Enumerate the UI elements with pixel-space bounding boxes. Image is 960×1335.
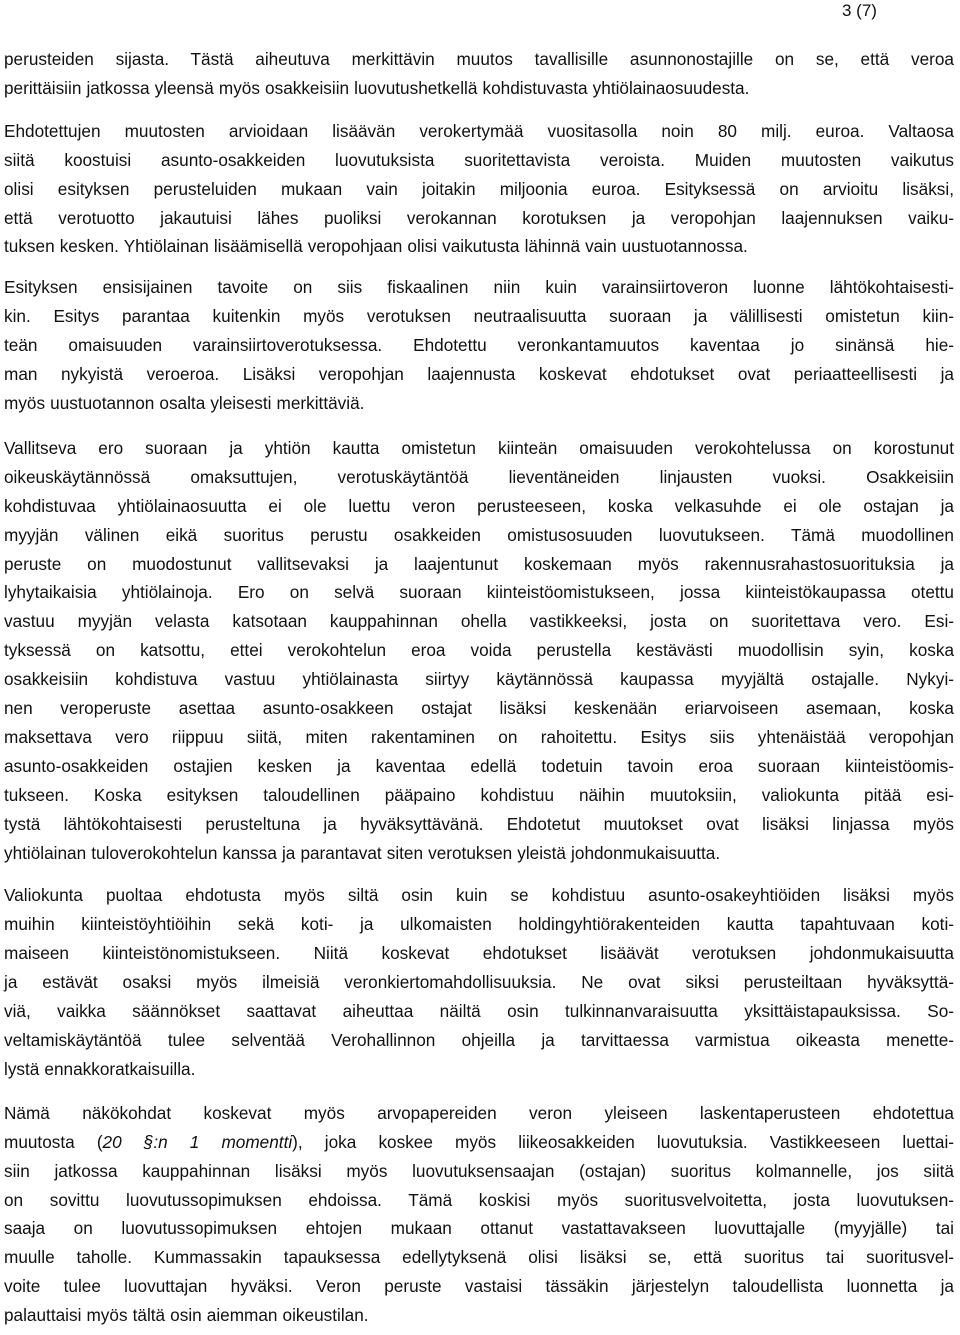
text-line: kin. Esitys parantaa kuitenkin myös verotuksen neutraalisuutta suoraan ja välillisesti omistetun kiin-: [4, 306, 954, 327]
text-line: lystä ennakkoratkaisuilla.: [4, 1058, 196, 1079]
text-line: maiseen kiinteistönomistukseen. Niitä koskevat ehdotukset lisäävät verotuksen johdonmukaisuutta: [4, 943, 954, 964]
text-line: Esityksen ensisijainen tavoite on siis fiskaalinen niin kuin varainsiirtoveron luonne lähtökohtaisesti-: [4, 277, 954, 298]
page-number: 3 (7): [842, 1, 877, 20]
text-line: tyksessä on katsottu, ettei verokohtelun eroa voida perustella kestävästi muodollisin syin, koska: [4, 640, 954, 661]
text-line: olisi esityksen perusteluiden mukaan vain joitakin miljoonia euroa. Esityksessä on arvioitu lisäksi,: [4, 178, 954, 199]
text-line: Valiokunta puoltaa ehdotusta myös siltä osin kuin se kohdistuu asunto-osakeyhtiöiden lisäksi myös: [4, 885, 954, 906]
text-line: saaja on luovutussopimuksen ehtojen mukaan ottanut vastattavakseen luovuttajalle (myyjälle) tai: [4, 1218, 954, 1239]
text-line: tukseen. Koska esityksen taloudellinen pääpaino kohdistuu näihin muutoksiin, valiokunta pitää esi-: [4, 784, 954, 805]
text-line: osakkeisiin kohdistuva vastuu yhtiölainasta siirtyy käytännössä kaupassa myyjältä ostajalle. Nykyi-: [4, 669, 954, 690]
text-line: viä, vaikka säännökset saattavat aiheuttaa näiltä osin tulkinnanvaraisuutta yksittäistapauksissa. So-: [4, 1001, 954, 1022]
text-line: ja estävät osaksi myös ilmeisiä veronkiertomahdollisuuksia. Ne ovat siksi perusteiltaan hyväksyttä-: [4, 972, 954, 993]
text-line: oikeuskäytännössä omaksuttujen, verotuskäytäntöä lieventäneiden linjausten vuoksi. Osakkeisiin: [4, 466, 954, 487]
paragraph-3: [4, 273, 954, 418]
document-body: [4, 45, 954, 1330]
text-line: Nämä näkökohdat koskevat myös arvopapereiden veron yleiseen laskentaperusteen ehdotettua: [4, 1102, 954, 1123]
text-line: asunto-osakkeiden ostajien kesken ja kaventaa edellä todetuin tavoin eroa suoraan kiinteistöomis-: [4, 755, 954, 776]
text-line: myyjän välinen eikä suoritus perustu osakkeiden omistusosuuden luovutukseen. Tämä muodollinen: [4, 524, 954, 545]
text-line: maksettava vero riippuu siitä, miten rakentaminen on rahoitettu. Esitys siis yhtenäistää veropohjan: [4, 726, 954, 747]
text-line: siin jatkossa kauppahinnan lisäksi myös luovutuksensaajan (ostajan) suoritus kolmannelle, jos siitä: [4, 1160, 954, 1181]
text-line: tystä lähtökohtaisesti perusteltuna ja hyväksyttävänä. Ehdotetut muutokset ovat lisäksi linjassa myös: [4, 813, 954, 834]
paragraph-4: [4, 434, 954, 868]
text-line: perittäisiin jatkossa yleensä myös osakkeisiin luovutushetkellä kohdistuvasta yhtiölainaosuudesta.: [4, 77, 750, 98]
text-line: palauttaisi myös tältä osin aiemman oikeustilan.: [4, 1305, 369, 1326]
text-fragment: ), joka koskee myös liikeosakkeiden luovutuksia. Vastikkeeseen luettai-: [292, 1131, 954, 1152]
text-fragment: muutosta (: [4, 1131, 103, 1152]
paragraph-2: [4, 117, 954, 262]
text-line: nen veroperuste asettaa asunto-osakkeen ostajat lisäksi keskenään eriarvoiseen asemaan, koska: [4, 698, 954, 719]
text-line: on sovittu luovutussopimuksen ehdoissa. Tämä koskisi myös suoritusvelvoitetta, josta luovutuksen-: [4, 1189, 954, 1210]
text-line: vastuu myyjän velasta katsotaan kauppahinnan ohella vastikkeeksi, josta on suoritettava vero. Esi-: [4, 611, 954, 632]
text-line: Ehdotettujen muutosten arvioidaan lisäävän verokertymää vuositasolla noin 80 milj. euroa. Valtaosa: [4, 120, 954, 141]
text-line: yhtiölainan tuloverokohtelun kanssa ja parantavat siten verotuksen yleistä johdonmukaisuutta.: [4, 842, 721, 863]
text-line: lyhytaikaisia yhtiölainoja. Ero on selvä suoraan kiinteistöomistukseen, jossa kiinteistökaupassa otettu: [4, 582, 954, 603]
paragraph-5: [4, 881, 954, 1083]
paragraph-1: [4, 45, 954, 103]
text-line: man nykyistä veroeroa. Lisäksi veropohjan laajennusta koskevat ehdotukset ovat periaatteellisesti ja: [4, 364, 954, 385]
text-line: peruste on muodostunut vallitsevaksi ja laajentunut koskemaan myös rakennusrahastosuorituksia ja: [4, 553, 954, 574]
text-line: voite tulee luovuttajan hyväksi. Veron peruste vastaisi tässäkin järjestelyn taloudellista luonnetta ja: [4, 1276, 954, 1297]
text-line: tuksen kesken. Yhtiölainan lisäämisellä veropohjaan olisi vaikutusta lähinnä vain uustuotannossa.: [4, 236, 748, 257]
text-line: että verotuotto jakautuisi lähes puoliksi verokannan korotuksen ja veropohjan laajennuksen vaiku-: [4, 207, 954, 228]
text-line: muulle taholle. Kummassakin tapauksessa edellytyksenä olisi lisäksi se, että suoritus tai suoritusvel-: [4, 1247, 954, 1268]
text-line: perusteiden sijasta. Tästä aiheutuva merkittävin muutos tavallisille asunnonostajille on se, että veroa: [4, 49, 954, 69]
text-line: siitä koostuisi asunto-osakkeiden luovutuksista suoritettavista veroista. Muiden muutosten vaikutus: [4, 149, 954, 170]
text-line: teän omaisuuden varainsiirtoverotuksessa. Ehdotettu veronkantamuutos kaventaa jo sinänsä hie-: [4, 335, 954, 356]
text-line: myös uustuotannon osalta yleisesti merkittäviä.: [4, 392, 365, 413]
text-line: Vallitseva ero suoraan ja yhtiön kautta omistetun kiinteän omaisuuden verokohtelussa on korostunut: [4, 437, 954, 458]
legal-reference: 20 §:n 1 momentti: [102, 1131, 293, 1152]
text-line: muihin kiinteistöyhtiöihin sekä koti- ja ulkomaisten holdingyhtiörakenteiden kautta tapahtuvaan koti-: [4, 914, 954, 935]
text-line: kohdistuvaa yhtiölainaosuutta ei ole luettu veron perusteeseen, koska velkasuhde ei ole ostajan ja: [4, 495, 954, 516]
text-line: [4, 1128, 954, 1157]
paragraph-6: [4, 1099, 954, 1330]
text-line: veltamiskäytäntöä tulee selventää Verohallinnon ohjeilla ja tarvittaessa varmistua oikeasta menette-: [4, 1030, 954, 1050]
